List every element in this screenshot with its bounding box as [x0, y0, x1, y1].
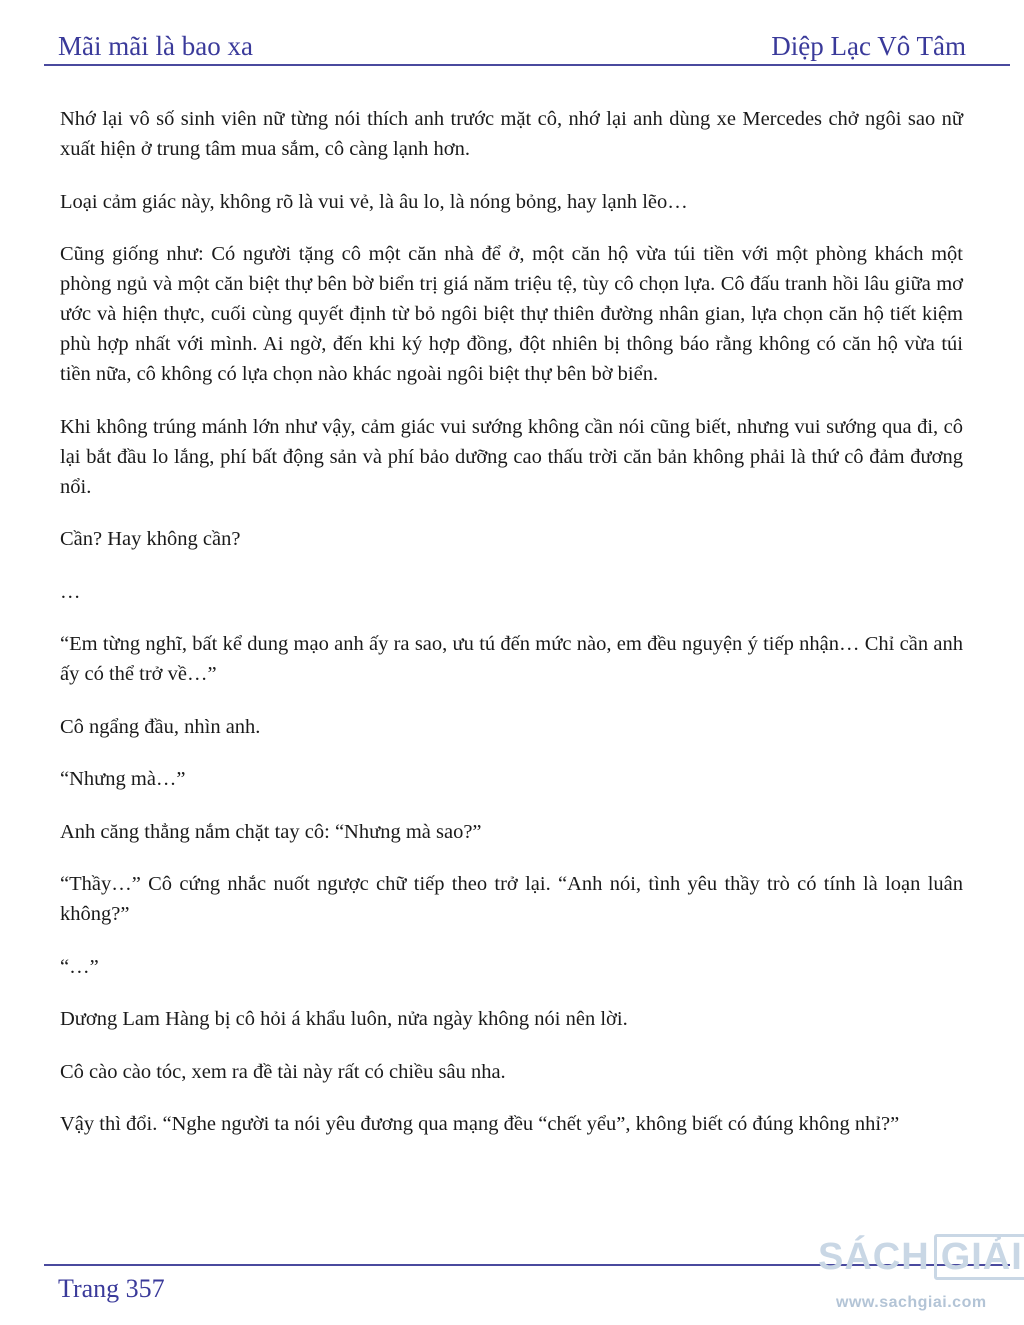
page-body	[60, 104, 963, 1162]
header-divider	[44, 64, 1010, 66]
paragraph: Dương Lam Hàng bị cô hỏi á khẩu luôn, nửa ngày không nói nên lời.	[60, 1008, 628, 1030]
watermark	[818, 1230, 1024, 1320]
book-title: Mãi mãi là bao xa	[58, 31, 253, 61]
paragraph: Cô cào cào tóc, xem ra đề tài này rất có chiều sâu nha.	[60, 1060, 506, 1083]
paragraph: Nhớ lại vô số sinh viên nữ từng nói thích anh trước mặt cô, nhớ lại anh dùng xe Mercedes chở ngôi sao nữ xuất hiện ở trung tâm mua sắm, cô càng lạnh hơn.	[60, 108, 963, 160]
paragraph: “…”	[60, 955, 99, 978]
author-name: Diệp Lạc Vô Tâm	[771, 31, 966, 61]
paragraph: Cô ngẩng đầu, nhìn anh.	[60, 715, 261, 738]
paragraph: “Thầy…” Cô cứng nhắc nuốt ngược chữ tiếp theo trở lại. “Anh nói, tình yêu thầy trò có tính là loạn luân không?”	[60, 873, 963, 925]
paragraph: “Nhưng mà…”	[60, 768, 186, 790]
page-header	[58, 22, 966, 62]
paragraph: Loại cảm giác này, không rõ là vui vẻ, là âu lo, là nóng bỏng, hay lạnh lẽo…	[60, 190, 688, 213]
paragraph: Khi không trúng mánh lớn như vậy, cảm giác vui sướng không cần nói cũng biết, nhưng vui sướng qua đi, cô lại bắt đầu lo lắng, phí bất động sản và phí bảo dưỡng cao thấu trời căn bản không phải là thứ cô đảm đương nổi.	[60, 415, 963, 498]
watermark-url: www.sachgiai.com	[836, 1294, 987, 1311]
paragraph: “Em từng nghĩ, bất kể dung mạo anh ấy ra sao, ưu tú đến mức nào, em đều nguyện ý tiếp nhận… Chỉ cần anh ấy có thể trở về…”	[60, 633, 963, 685]
paragraph: …	[60, 580, 81, 603]
paragraph: Vậy thì đổi. “Nghe người ta nói yêu đương qua mạng đều “chết yểu”, không biết có đúng không nhỉ?”	[60, 1113, 900, 1135]
paragraph: Cần? Hay không cần?	[60, 528, 241, 550]
paragraph: Cũng giống như: Có người tặng cô một căn nhà để ở, một căn hộ vừa túi tiền với một phòng khách một phòng ngủ và một căn biệt thự bên bờ biển trị giá năm triệu tệ, tùy cô chọn lựa. Cô đấu tranh hồi lâu giữa mơ ước và hiện thực, cuối cùng quyết định từ bỏ ngôi biệt thự thiên đường nhân gian, lựa chọn căn hộ tiết kiệm phù hợp nhất với mình. Ai ngờ, đến khi ký hợp đồng, đột nhiên bị thông báo rằng không có căn hộ vừa túi tiền nữa, cô không có lựa chọn nào khác ngoài ngôi biệt thự bên bờ biển.	[60, 243, 963, 385]
paragraph: Anh căng thẳng nắm chặt tay cô: “Nhưng mà sao?”	[60, 820, 482, 843]
page-number: Trang 357	[58, 1274, 165, 1303]
watermark-logo	[818, 1234, 1024, 1280]
watermark-logo-text: SÁCH	[818, 1235, 930, 1278]
watermark-logo-box: GIẢI	[934, 1234, 1024, 1280]
